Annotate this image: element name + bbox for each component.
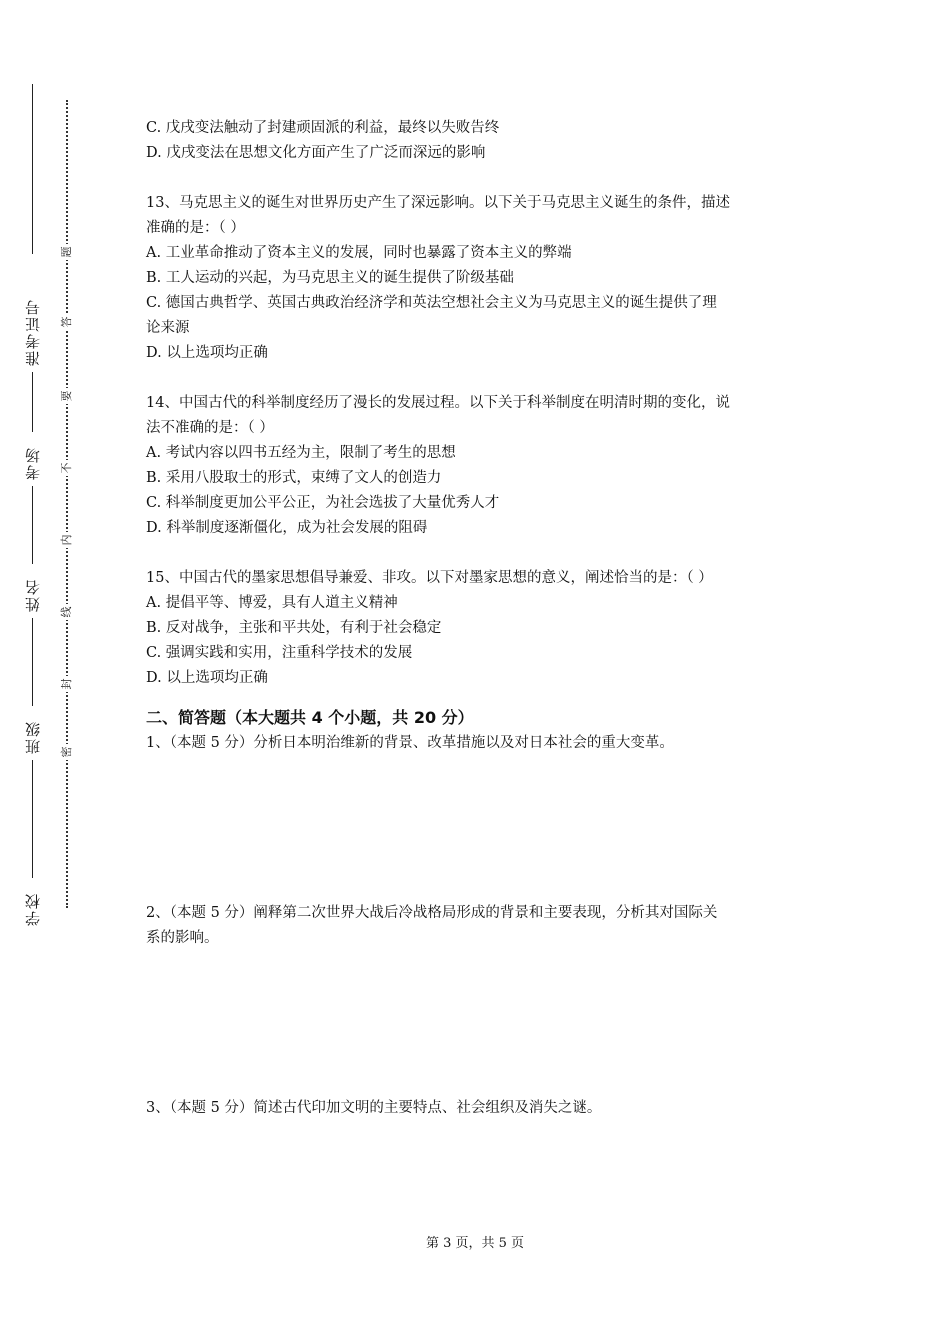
q13-option-b: B. 工人运动的兴起，为马克思主义的诞生提供了阶级基础 (146, 270, 514, 286)
question-15 (146, 566, 814, 691)
short-answer-q3: 3、（本题 5 分）简述古代印加文明的主要特点、社会组织及消失之谜。 (146, 1100, 602, 1116)
seal-char: 线 (59, 604, 75, 620)
exam-room-line (32, 372, 33, 432)
seal-char: 题 (59, 244, 75, 260)
exam-number-line (32, 84, 33, 254)
q12-option-c: C. 戊戌变法触动了封建顽固派的利益，最终以失败告终 (146, 120, 500, 136)
field-exam-number (18, 84, 48, 366)
exam-number-label: 准考证号 (24, 298, 42, 366)
q14-stem-cont: 法不准确的是：（ ） (146, 420, 274, 436)
q15-option-d: D. 以上选项均正确 (146, 670, 268, 686)
q13-option-d: D. 以上选项均正确 (146, 345, 268, 361)
seal-char: 答 (59, 314, 75, 330)
q15-option-c: C. 强调实践和实用，注重科学技术的发展 (146, 645, 413, 661)
q13-option-a: A. 工业革命推动了资本主义的发展，同时也暴露了资本主义的弊端 (146, 245, 572, 261)
q15-option-b: B. 反对战争，主张和平共处，有利于社会稳定 (146, 620, 442, 636)
q13-stem: 13、马克思主义的诞生对世界历史产生了深远影响。以下关于马克思主义诞生的条件，描述 (146, 195, 730, 211)
seal-char: 内 (59, 532, 75, 548)
field-class (18, 618, 48, 754)
q14-stem: 14、中国古代的科举制度经历了漫长的发展过程。以下关于科举制度在明清时期的变化，说 (146, 395, 730, 411)
q13-option-c: C. 德国古典哲学、英国古典政治经济学和英法空想社会主义为马克思主义的诞生提供了理 (146, 295, 717, 311)
answer-space-q1 (146, 756, 814, 901)
seal-char: 密 (59, 744, 75, 760)
short-answer-q2-cont: 系的影响。 (146, 930, 219, 946)
question-14 (146, 391, 814, 541)
q13-stem-cont: 准确的是：（ ） (146, 220, 245, 236)
short-answer-q1: 1、（本题 5 分）分析日本明治维新的背景、改革措施以及对日本社会的重大变革。 (146, 735, 674, 751)
answer-space-q2 (146, 951, 814, 1096)
class-label: 班级 (24, 720, 42, 754)
class-line (32, 618, 33, 706)
seal-dotted-line (66, 100, 68, 908)
seal-char: 封 (59, 676, 75, 692)
q12-option-d: D. 戊戌变法在思想文化方面产生了广泛而深远的影响 (146, 145, 486, 161)
question-13 (146, 191, 814, 366)
exam-content (146, 116, 814, 1121)
seal-char: 不 (59, 460, 75, 476)
seal-char: 要 (59, 388, 75, 404)
short-answer-q2: 2、（本题 5 分）阐释第二次世界大战后冷战格局形成的背景和主要表现，分析其对国际关 (146, 905, 718, 921)
q14-option-a: A. 考试内容以四书五经为主，限制了考生的思想 (146, 445, 456, 461)
name-label: 姓名 (24, 578, 42, 612)
field-exam-room (18, 372, 48, 480)
field-name (18, 486, 48, 612)
field-school (18, 760, 48, 926)
section-2-title: 二、简答题（本大题共 4 个小题，共 20 分） (146, 708, 474, 727)
q13-option-c-cont: 论来源 (146, 320, 190, 336)
school-label: 学校 (24, 892, 42, 926)
school-line (32, 760, 33, 878)
binding-margin (0, 0, 110, 1344)
q14-option-b: B. 采用八股取士的形式，束缚了文人的创造力 (146, 470, 442, 486)
q15-option-a: A. 提倡平等、博爱，具有人道主义精神 (146, 595, 398, 611)
q14-option-d: D. 科举制度逐渐僵化，成为社会发展的阻碍 (146, 520, 428, 536)
name-line (32, 486, 33, 564)
page-number: 第 3 页，共 5 页 (425, 1236, 525, 1251)
q15-stem: 15、中国古代的墨家思想倡导兼爱、非攻。以下对墨家思想的意义，阐述恰当的是：（ ） (146, 570, 713, 586)
q14-option-c: C. 科举制度更加公平公正，为社会选拔了大量优秀人才 (146, 495, 500, 511)
exam-room-label: 考场 (24, 446, 42, 480)
